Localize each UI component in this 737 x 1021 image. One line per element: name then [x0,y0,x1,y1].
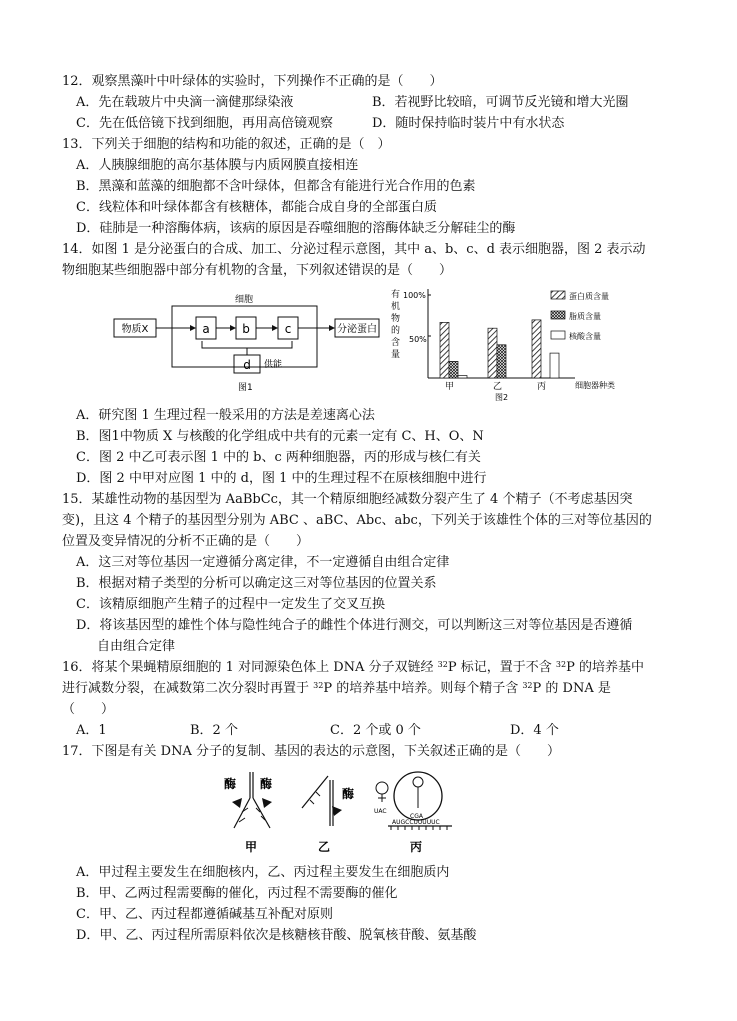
q16-stem-line3: （ ） [62,702,115,717]
q16-option-d: D．4 个 [510,723,559,738]
fig1-label-c: c [284,322,292,336]
q12-option-b: B．若视野比较暗，可调节反光镜和增大光圈 [372,95,629,110]
q17-option-a: A．甲过程主要发生在细胞核内，乙、丙过程主要发生在细胞质内 [76,865,450,880]
q12-stem: 12．观察黑藻叶中叶绿体的实验时，下列操作不正确的是（ ） [62,74,443,89]
q14-option-b: B．图1中物质 X 与核酸的化学组成中共有的元素一定有 C、H、O、N [76,429,484,444]
bar-protein-1 [488,328,497,378]
mrna-label: AUGCCUUUUUC [392,819,440,826]
q15-option-a: A．这三对等位基因一定遵循分离定律，不一定遵循自由组合定律 [76,555,450,570]
fig2-ytick-100: 100% [403,291,426,300]
q16-text: P 的 DNA 是 [532,681,611,696]
enzyme-shape [232,798,242,808]
fig2-x-axis-label: 细胞器种类 [575,381,615,390]
fig2-y-axis-label [391,288,400,360]
legend-label-protein: 蛋白质含量 [569,292,609,301]
q16-option-c: C．2 个或 0 个 [330,723,421,738]
q13-option-d: D．硅肺是一种溶酶体病，该病的原因是吞噬细胞的溶酶体缺乏分解硅尘的酶 [76,221,516,236]
fig2-ylabel-char: 有 [391,290,401,300]
fig3-label-jia: 甲 [245,840,258,854]
q15-option-d-line2: 自由组合定律 [97,639,176,654]
q16-stem-line1 [62,659,644,677]
fig2-ylabel-char: 的 [391,326,401,336]
q13-option-a: A．人胰腺细胞的高尔基体膜与内质网膜直接相连 [76,158,359,173]
q17-option-d: D．甲、乙、丙过程所需原料依次是核糖核苷酸、脱氧核苷酸、氨基酸 [76,928,477,943]
bar-lipid-0 [449,361,458,378]
fig2-category-label: 丙 [537,382,547,392]
q16-stem-line2 [62,680,611,698]
figure-1 [110,285,380,395]
q13-option-b: B．黑藻和蓝藻的细胞都不含叶绿体，但都含有能进行光合作用的色素 [76,179,476,194]
q17-option-b: B．甲、乙两过程需要酶的催化，丙过程不需要酶的催化 [76,886,398,901]
bar-nucleic-0 [458,376,467,378]
fig1-label-b: b [242,322,250,336]
legend-swatch-protein [551,291,565,299]
q16-option-a: A．1 [76,723,107,738]
fig2-ytick-50: 50% [409,335,427,344]
q13-option-c: C．线粒体和叶绿体都含有核糖体，都能合成自身的全部蛋白质 [76,200,437,215]
fig1-energy-label: 供能 [264,360,283,370]
bar-lipid-1 [497,345,506,378]
codon-label: CGA [410,813,423,820]
q14-stem-line2: 物细胞某些细胞器中部分有机物的含量，下列叙述错误的是（ ） [62,263,453,278]
q16-superscript: 32 [522,681,533,690]
q12-option-a: A．先在载玻片中央滴一滴健那绿染液 [76,95,294,110]
diagram-transcription [302,776,342,826]
q16-superscript: 32 [437,660,448,669]
enzyme-label: 酶 [342,787,355,801]
q17-option-c: C．甲、乙、丙过程都遵循碱基互补配对原则 [76,907,333,922]
fig3-label-bing: 丙 [410,840,423,854]
q15-stem-line3: 位置及变异情况的分析不正确的是（ ） [62,534,310,549]
q17-stem: 17．下图是有关 DNA 分子的复制、基因的表达的示意图，下关叙述正确的是（ ） [62,744,560,759]
fig1-label-a: a [202,322,210,336]
fig2-bars [440,320,559,378]
fig1-cell-label: 细胞 [235,295,254,305]
q15-option-d-line1: D．将该基因型的雄性个体与隐性纯合子的雌性个体进行测交，可以判断这三对等位基因是否遵循 [76,618,633,633]
q16-superscript: 32 [555,660,567,669]
fig1-input-label: 物质X [121,324,149,335]
q16-text: P 的培养基中培养。则每个精子含 [323,681,523,696]
enzyme-shape [262,798,272,808]
q16-superscript: 32 [313,681,324,690]
enzyme-label: 酶 [260,777,273,791]
q16-text: 16．将某个果蝇精原细胞的 1 对同源染色体上 DNA 分子双链经 [62,660,438,675]
legend-swatch-nucleic [551,331,565,339]
fig1-energy-bracket [202,341,292,355]
legend-swatch-lipid [551,311,565,319]
q16-option-b: B．2 个 [190,723,238,738]
q16-text: 进行减数分裂，在减数第二次分裂时再置于 [62,681,314,696]
bar-nucleic-2 [550,353,559,378]
fig1-arrowhead [272,325,278,331]
fig2-category-label: 甲 [445,382,455,392]
fig1-arrowhead [190,325,196,331]
figure-3 [220,768,460,860]
fig1-arrowhead [230,325,236,331]
fig1-output-label: 分泌蛋白 [337,324,377,335]
figure-2 [385,283,645,405]
q14-option-c: C．图 2 中乙可表示图 1 中的 b、c 两种细胞器，丙的形成与核仁有关 [76,450,481,465]
q12-option-d: D．随时保持临时装片中有水状态 [372,116,565,131]
fig2-category-labels [445,381,546,392]
bar-protein-0 [440,322,449,378]
fig3-label-yi: 乙 [318,840,331,854]
legend-label-nucleic: 核酸含量 [569,332,601,341]
q15-stem-line1: 15．某雄性动物的基因型为 AaBbCc，其一个精原细胞经减数分裂产生了 4 个精子（不考虑基因突 [62,492,633,507]
q14-option-d: D．图 2 中甲对应图 1 中的 d，图 1 中的生理过程不在原核细胞中进行 [76,471,487,486]
fig2-ylabel-char: 机 [391,302,401,312]
legend-label-lipid: 脂质含量 [569,312,601,321]
bar-protein-2 [532,320,541,378]
fig2-category-label: 乙 [493,382,503,392]
fig2-caption: 图2 [495,393,509,402]
q13-stem: 13．下列关于细胞的结构和功能的叙述，正确的是（ ） [62,137,391,152]
fig2-ylabel-char: 含 [391,338,401,348]
fig2-ylabel-char: 物 [391,314,401,324]
fig1-arrowhead [329,325,335,331]
q16-text: P 标记，置于不含 [447,660,556,675]
q15-stem-line2: 变)，且这 4 个精子的基因型分别为 ABC 、aBC、Abc、abc，下列关于该雄性个体的三对等位基因的 [62,513,652,528]
q14-stem-line1: 14．如图 1 是分泌蛋白的合成、加工、分泌过程示意图，其中 a、b、c、d 表示细胞器，图 2 表示动 [62,242,646,257]
q14-option-a: A．研究图 1 生理过程一般采用的方法是差速离心法 [76,408,375,423]
q12-option-c: C．先在低倍镜下找到细胞，再用高倍镜观察 [76,116,333,131]
q15-option-b: B．根据对精子类型的分析可以确定这三对等位基因的位置关系 [76,576,437,591]
fig2-ylabel-char: 量 [391,350,401,360]
q16-text: P 的培养基中 [566,660,644,675]
anticodon-label: UAC [374,808,387,815]
fig1-caption: 图1 [238,383,253,393]
enzyme-label: 酶 [224,777,237,791]
fig1-label-d: d [243,358,251,372]
q15-option-c: C．该精原细胞产生精子的过程中一定发生了交叉互换 [76,597,385,612]
